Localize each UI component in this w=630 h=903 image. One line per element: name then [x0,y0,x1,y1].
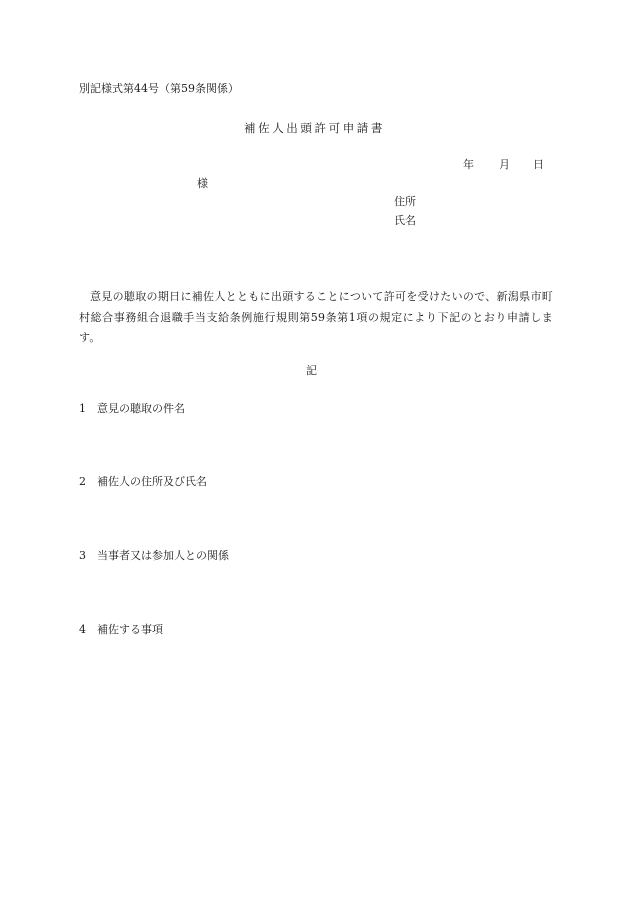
ki-heading: 記 [306,364,317,377]
date-day-label: 日 [533,158,544,171]
item-label: 意見の聴取の件名 [97,402,185,415]
addressee-suffix: 様 [197,177,208,190]
item-1 [79,400,185,416]
item-number: 2 [79,475,86,488]
item-label: 補佐する事項 [97,623,163,636]
applicant-name-label: 氏名 [394,214,416,227]
item-number: 3 [79,549,86,562]
applicant-address-label: 住所 [394,195,416,208]
item-number: 4 [79,623,86,636]
item-2 [79,473,207,489]
document-title: 補佐人出頭許可申請書 [244,121,385,135]
form-number: 別記様式第44号（第59条関係） [79,82,239,95]
item-number: 1 [79,402,86,415]
item-label: 補佐人の住所及び氏名 [97,475,207,488]
item-label: 当事者又は参加人との関係 [97,549,229,562]
item-3 [79,547,229,563]
date-month-label: 月 [499,158,510,171]
item-4 [79,621,163,637]
request-body-text: 意見の聴取の期日に補佐人とともに出頭することについて許可を受けたいので、新潟県市町村総合事務組合退職手当支給条例施行規則第59条第1項の規定により下記のとおり申請します。 [79,290,553,344]
date-year-label: 年 [463,158,474,171]
date-line [463,156,544,172]
